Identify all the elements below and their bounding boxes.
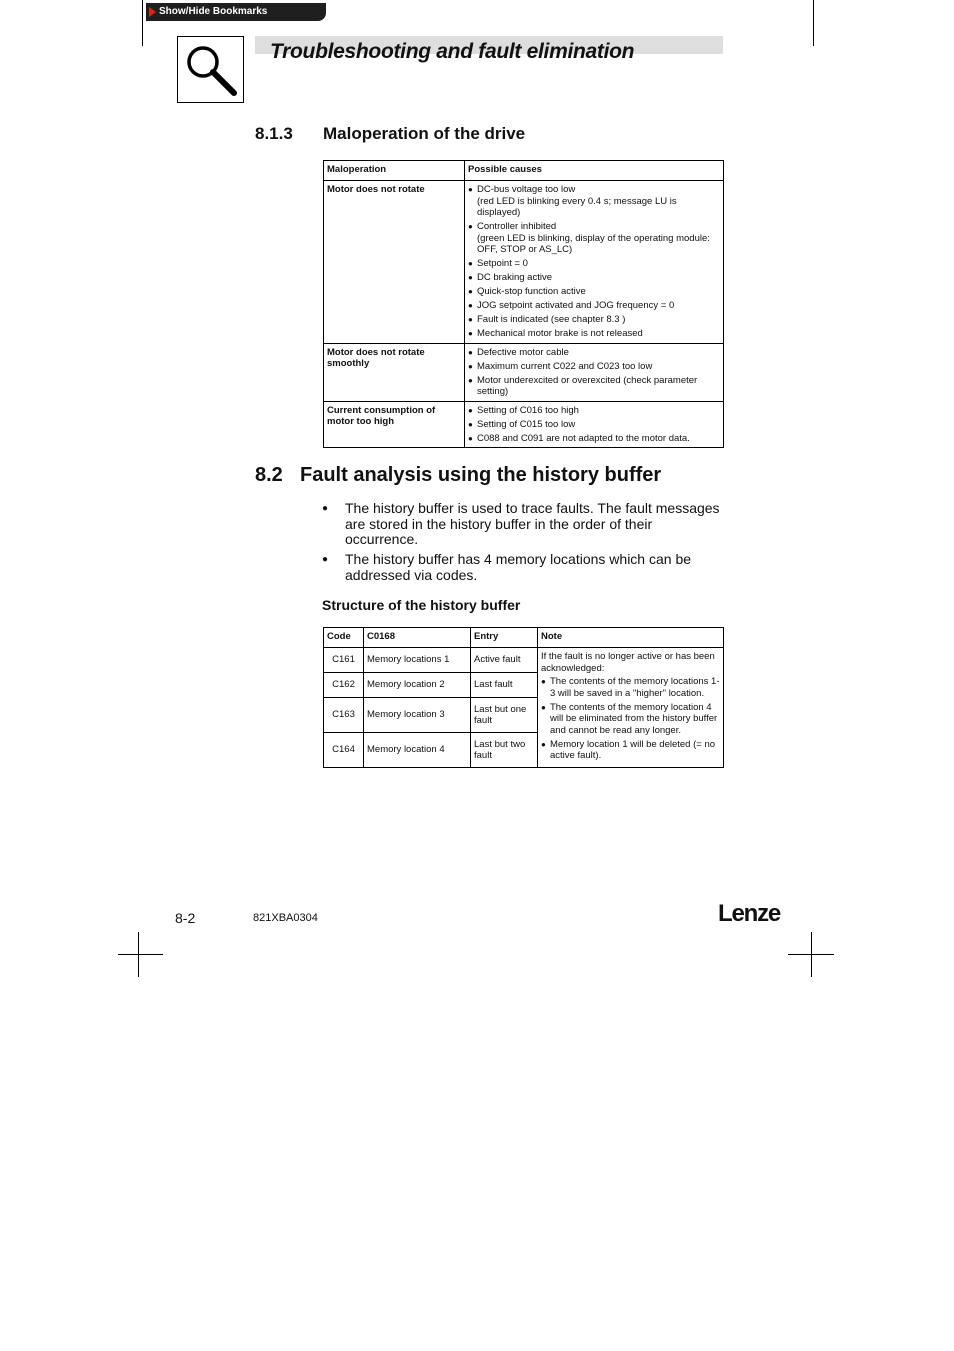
crop-mark [142,0,143,46]
code-cell: C163 [324,698,364,733]
bullet-list [322,501,724,588]
entry-cell: Last but two fault [471,733,538,768]
list-item: ● Controller inhibited (green LED is blinking, display of the operating module: OFF, STOP or AS_LC) [468,221,720,256]
bullet-icon: ● [322,503,329,514]
crop-mark [118,954,163,955]
maloperation-table [323,160,724,448]
magnifier-icon [177,36,244,103]
bookmarks-label: Show/Hide Bookmarks [159,6,268,17]
table-row [324,181,724,344]
note-cell [538,648,724,768]
location-cell: Memory locations 1 [364,648,471,673]
table-header-row [324,628,724,648]
header-entry: Entry [471,628,538,648]
page-number: 8-2 [175,910,196,926]
list-item: ● Setting of C016 too high [468,405,720,417]
list-item: ● C088 and C091 are not adapted to the motor data. [468,433,720,445]
crop-mark [788,954,834,955]
code-cell: C164 [324,733,364,768]
header-possible-causes: Possible causes [465,161,724,181]
code-cell: C162 [324,673,364,698]
location-cell: Memory location 3 [364,698,471,733]
note-intro: If the fault is no longer active or has been acknowledged: [541,651,715,674]
entry-cell: Last but one fault [471,698,538,733]
list-item: ● Defective motor cable [468,347,720,359]
header-code: Code [324,628,364,648]
chapter-title: Troubleshooting and fault elimination [270,40,635,63]
table-row [324,343,724,401]
bullet-text: The history buffer is used to trace faults. The fault messages are stored in the history buffer in the order of their occurrence. [345,500,720,548]
section-heading-8-1-3 [255,124,525,144]
list-item: ● The contents of the memory location 4 will be eliminated from the history buffer and cannot be read any longer. [541,702,720,737]
list-item: ● DC-bus voltage too low (red LED is blinking every 0.4 s; message LU is displayed) [468,184,720,219]
causes-cell [465,181,724,344]
bullet-icon: ● [322,554,329,566]
entry-cell: Last fault [471,673,538,698]
list-item: ● Quick-stop function active [468,286,720,298]
list-item: ● DC braking active [468,272,720,284]
section-number: 8.2 [255,464,283,486]
entry-cell: Active fault [471,648,538,673]
maloperation-cell: Current consumption of motor too high [324,401,465,448]
header-note: Note [538,628,724,648]
list-item [322,501,724,548]
location-cell: Memory location 4 [364,733,471,768]
list-item: ● Setpoint = 0 [468,258,720,270]
list-item: ● The contents of the memory locations 1-3 will be saved in a "higher" location. [541,676,720,699]
list-item: ● Setting of C015 too low [468,419,720,431]
list-item: ● JOG setpoint activated and JOG frequency = 0 [468,300,720,312]
list-item: ● Maximum current C022 and C023 too low [468,361,720,373]
maloperation-cell: Motor does not rotate [324,181,465,344]
causes-cell [465,343,724,401]
header-c0168: C0168 [364,628,471,648]
causes-cell [465,401,724,448]
crop-mark [813,0,814,46]
table-row [324,401,724,448]
bullet-text: The history buffer has 4 memory locations which can be addressed via codes. [345,551,692,583]
table-header-row [324,161,724,181]
document-id: 821XBA0304 [253,912,318,924]
history-buffer-table [323,627,724,768]
show-hide-bookmarks-button[interactable] [146,3,326,21]
list-item: ● Memory location 1 will be deleted (= no active fault). [541,739,720,762]
code-cell: C161 [324,648,364,673]
list-item [322,552,724,583]
section-title: Fault analysis using the history buffer [300,464,662,486]
maloperation-cell: Motor does not rotate smoothly [324,343,465,401]
section-number: 8.1.3 [255,124,293,143]
brand-logo: Lenze [718,900,781,927]
header-maloperation: Maloperation [324,161,465,181]
list-item: ● Fault is indicated (see chapter 8.3 ) [468,314,720,326]
table-row [324,648,724,673]
list-item: ● Motor underexcited or overexcited (check parameter setting) [468,375,720,398]
section-title: Maloperation of the drive [323,124,526,143]
list-item: ● Mechanical motor brake is not released [468,328,720,340]
triangle-right-icon [149,7,156,17]
location-cell: Memory location 2 [364,673,471,698]
structure-heading: Structure of the history buffer [322,597,521,613]
section-heading-8-2 [255,464,661,487]
